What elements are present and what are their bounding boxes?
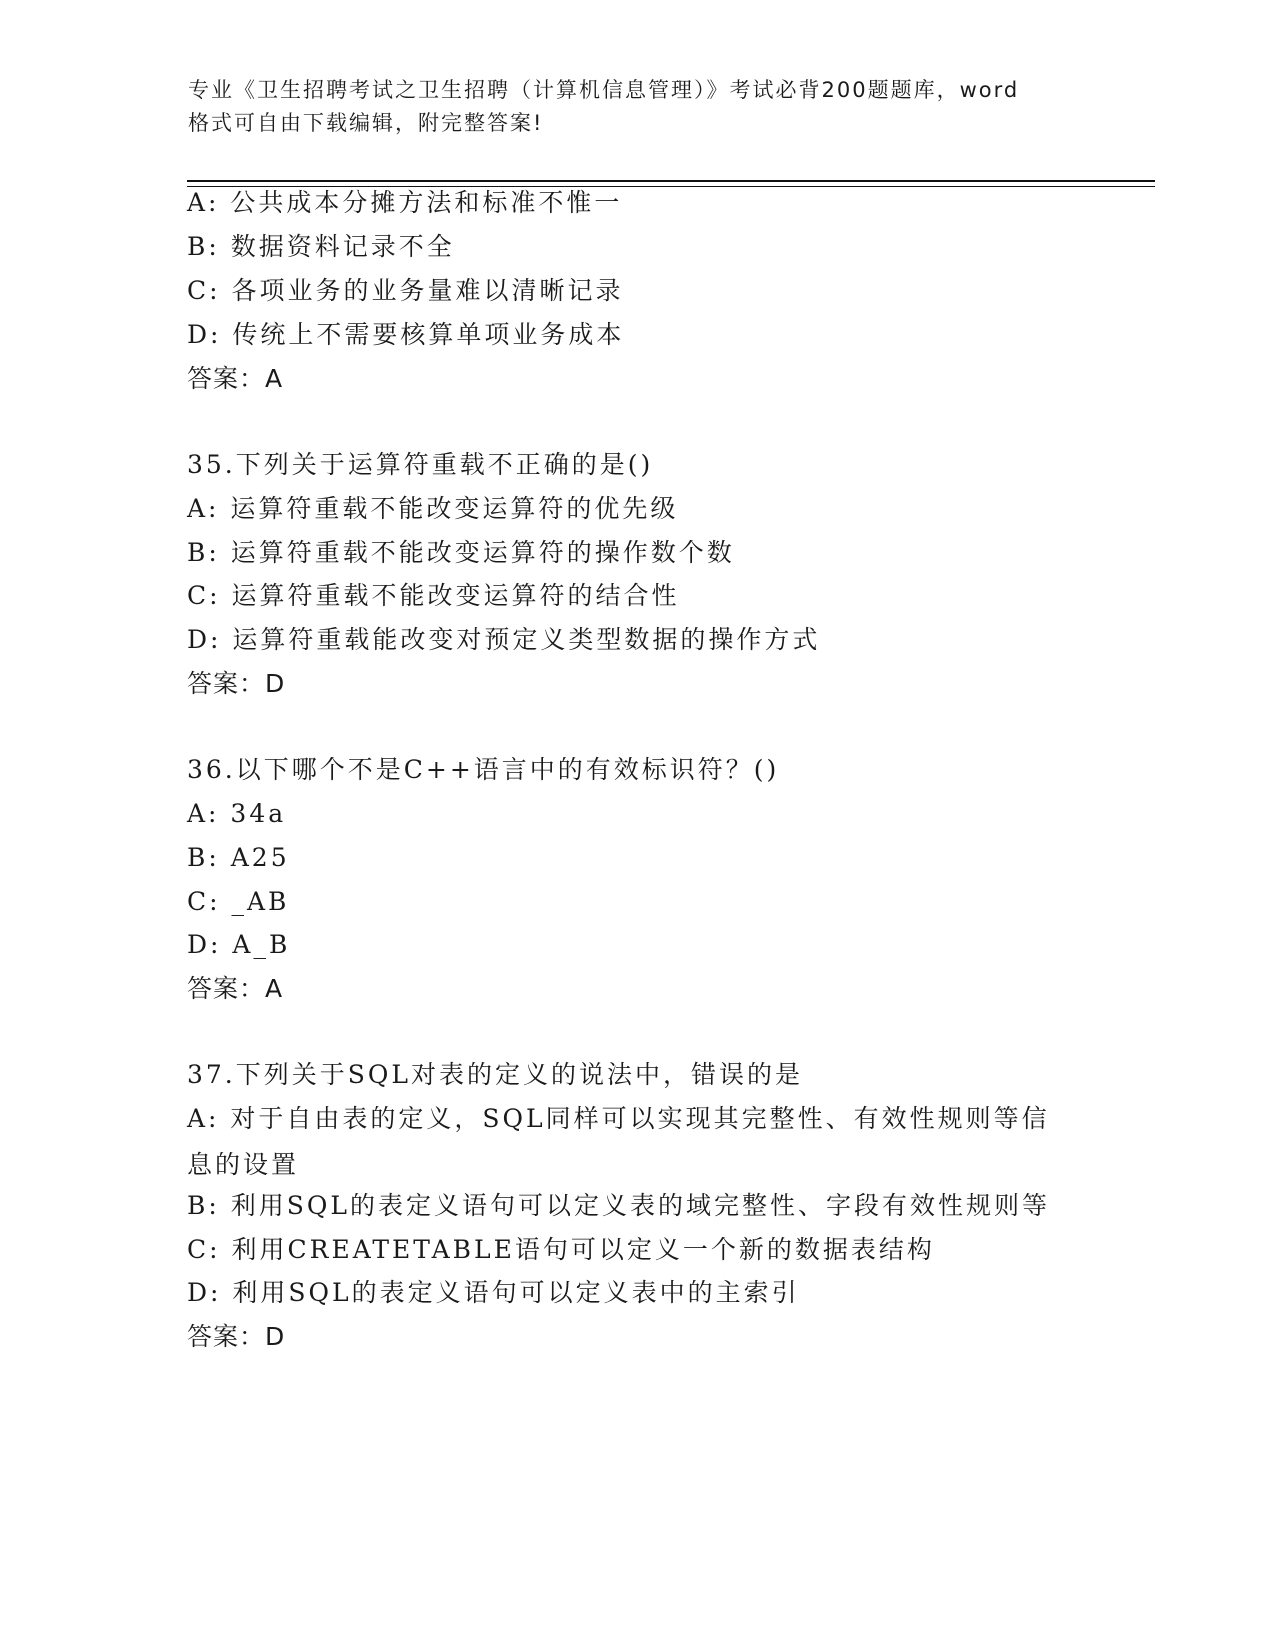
q36-answer: 答案：A [187, 974, 284, 1003]
q34-option-d: D: 传统上不需要核算单项业务成本 [187, 320, 625, 349]
q35-option-b: B: 运算符重载不能改变运算符的操作数个数 [187, 538, 735, 567]
q36-option-c: C: _AB [187, 887, 290, 916]
q36-option-b: B: A25 [187, 843, 290, 872]
q35-answer: 答案：D [187, 669, 286, 698]
q35-option-c: C: 运算符重载不能改变运算符的结合性 [187, 581, 680, 610]
q37-option-a: A: 对于自由表的定义，SQL同样可以实现其完整性、有效性规则等信息的设置 [187, 1104, 1050, 1179]
q37-option-c: C: 利用CREATETABLE语句可以定义一个新的数据表结构 [187, 1235, 935, 1264]
q37-option-b: B: 利用SQL的表定义语句可以定义表的域完整性、字段有效性规则等 [187, 1191, 1050, 1220]
q36-option-a: A: 34a [187, 799, 287, 828]
q36-option-d: D: A_B [187, 930, 291, 959]
q34-option-a: A: 公共成本分摊方法和标准不惟一 [187, 188, 623, 217]
q37-option-d: D: 利用SQL的表定义语句可以定义表中的主索引 [187, 1278, 800, 1307]
q37-question: 37.下列关于SQL对表的定义的说法中，错误的是 [187, 1060, 803, 1089]
q34-answer: 答案：A [187, 364, 284, 393]
document-header [188, 74, 1088, 140]
q37-answer: 答案：D [187, 1322, 286, 1351]
header-divider-thick [187, 180, 1155, 182]
q34-option-c: C: 各项业务的业务量难以清晰记录 [187, 276, 624, 305]
header-line-2: 格式可自由下载编辑，附完整答案! [188, 111, 544, 135]
q35-option-d: D: 运算符重载能改变对预定义类型数据的操作方式 [187, 625, 821, 654]
header-line-1: 专业《卫生招聘考试之卫生招聘（计算机信息管理）》考试必背200题题库，word [188, 78, 1020, 102]
q35-option-a: A: 运算符重载不能改变运算符的优先级 [187, 494, 679, 523]
q36-question: 36.以下哪个不是C++语言中的有效标识符？() [187, 755, 780, 784]
q34-option-b: B: 数据资料记录不全 [187, 232, 455, 261]
q35-question: 35.下列关于运算符重载不正确的是() [187, 450, 654, 479]
